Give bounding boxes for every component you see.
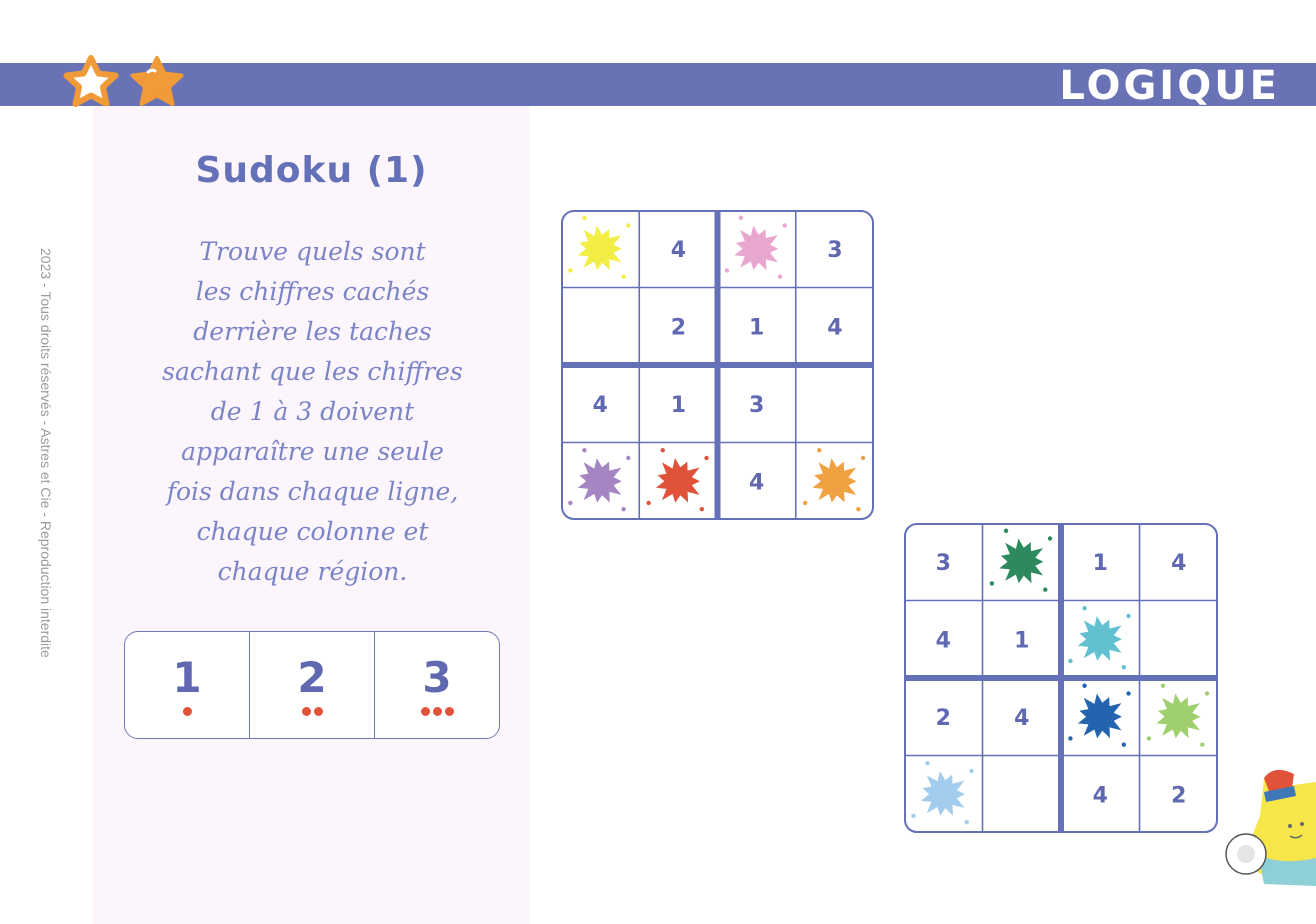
splash-droplet [1147, 736, 1151, 740]
splash-droplet [704, 456, 708, 460]
splash-droplet [700, 507, 704, 511]
star-filled-icon [126, 52, 188, 114]
legend-dots [302, 707, 323, 716]
legend-item [250, 632, 375, 738]
splash-droplet [1126, 614, 1130, 618]
grid-digit: 4 [670, 237, 687, 263]
splash-droplet [1068, 659, 1072, 663]
star-mascot-illustration [1224, 766, 1316, 886]
grid-digit: 4 [827, 315, 843, 341]
instruction-line: apparaître une seule [181, 437, 444, 466]
instruction-line: chaque colonne et [196, 517, 429, 546]
splash-droplet [568, 501, 572, 505]
splash-droplet [661, 448, 665, 452]
splash-droplet [856, 507, 860, 511]
section-title: LOGIQUE [1059, 63, 1280, 109]
splash-droplet [725, 268, 729, 272]
splash-droplet [1126, 691, 1130, 695]
splash-droplet [925, 761, 929, 765]
splash-droplet [1048, 536, 1052, 540]
splash-droplet [568, 268, 572, 272]
legend-dots [183, 707, 192, 716]
grid-digit: 4 [748, 470, 765, 496]
grid-digit: 4 [1092, 783, 1108, 809]
instruction-line: chaque région. [217, 557, 408, 586]
legend-item [125, 632, 250, 738]
instruction-line: les chiffres cachés [195, 277, 430, 306]
splash-droplet [1082, 606, 1086, 610]
sudoku-grid-2 [904, 523, 1218, 833]
grid-digit: 2 [670, 315, 687, 341]
dot-icon [302, 707, 311, 716]
grid-digit: 2 [1171, 783, 1187, 809]
dot-icon [183, 707, 192, 716]
legend-dots [421, 707, 454, 716]
splash-droplet [1068, 736, 1072, 740]
splash-droplet [990, 581, 994, 585]
grid-digit: 3 [935, 550, 951, 576]
instruction-line: de 1 à 3 doivent [210, 397, 415, 426]
splash-droplet [646, 501, 650, 505]
legend-item [375, 632, 499, 738]
grid-digit: 1 [1092, 550, 1108, 576]
instruction-line: sachant que les chiffres [162, 357, 463, 386]
activity-title: Sudoku (1) [195, 150, 428, 191]
dot-icon [314, 707, 323, 716]
splash-droplet [582, 216, 586, 220]
splash-droplet [739, 216, 743, 220]
splash-droplet [861, 456, 865, 460]
instruction-line: Trouve quels sont [199, 237, 426, 266]
grid-digit: 4 [1171, 550, 1187, 576]
splash-droplet [1205, 691, 1209, 695]
dot-icon [433, 707, 442, 716]
splash-droplet [626, 456, 630, 460]
splash-droplet [803, 501, 807, 505]
splash-droplet [1122, 742, 1126, 746]
grid-digit: 1 [670, 392, 687, 418]
splash-droplet [621, 507, 625, 511]
dot-icon [421, 707, 430, 716]
instruction-line: fois dans chaque ligne, [166, 477, 459, 506]
splash-droplet [783, 223, 787, 227]
splash-droplet [1082, 684, 1086, 688]
sudoku-grid-1 [561, 210, 874, 520]
legend-number: 2 [297, 652, 327, 702]
splash-droplet [965, 820, 969, 824]
instructions-text [120, 232, 505, 592]
splash-droplet [626, 223, 630, 227]
splash-droplet [621, 274, 625, 278]
grid-digit: 3 [748, 392, 765, 418]
dot-icon [445, 707, 454, 716]
splash-droplet [1043, 587, 1047, 591]
splash-droplet [1004, 529, 1008, 533]
grid-digit: 4 [1014, 705, 1030, 731]
splash-droplet [1122, 665, 1126, 669]
grid-digit: 1 [1014, 628, 1030, 654]
copyright-notice: 2023 - Tous droits réservés - Astres et Cie - Reproduction interdite [38, 248, 54, 658]
splash-droplet [582, 448, 586, 452]
splash-droplet [1200, 742, 1204, 746]
splash-droplet [778, 274, 782, 278]
grid-digit: 4 [592, 392, 608, 418]
grid-digit: 1 [748, 315, 765, 341]
splash-droplet [911, 814, 915, 818]
grid-digit: 3 [827, 237, 843, 263]
legend-number: 3 [422, 652, 452, 702]
star-outline-icon [60, 52, 122, 114]
grid-digit: 4 [935, 628, 951, 654]
splash-droplet [817, 448, 821, 452]
grid-digit: 2 [935, 705, 951, 731]
legend-number: 1 [172, 652, 202, 702]
instruction-line: derrière les taches [193, 317, 432, 346]
splash-droplet [969, 769, 973, 773]
number-legend [124, 631, 500, 739]
splash-droplet [1161, 684, 1165, 688]
